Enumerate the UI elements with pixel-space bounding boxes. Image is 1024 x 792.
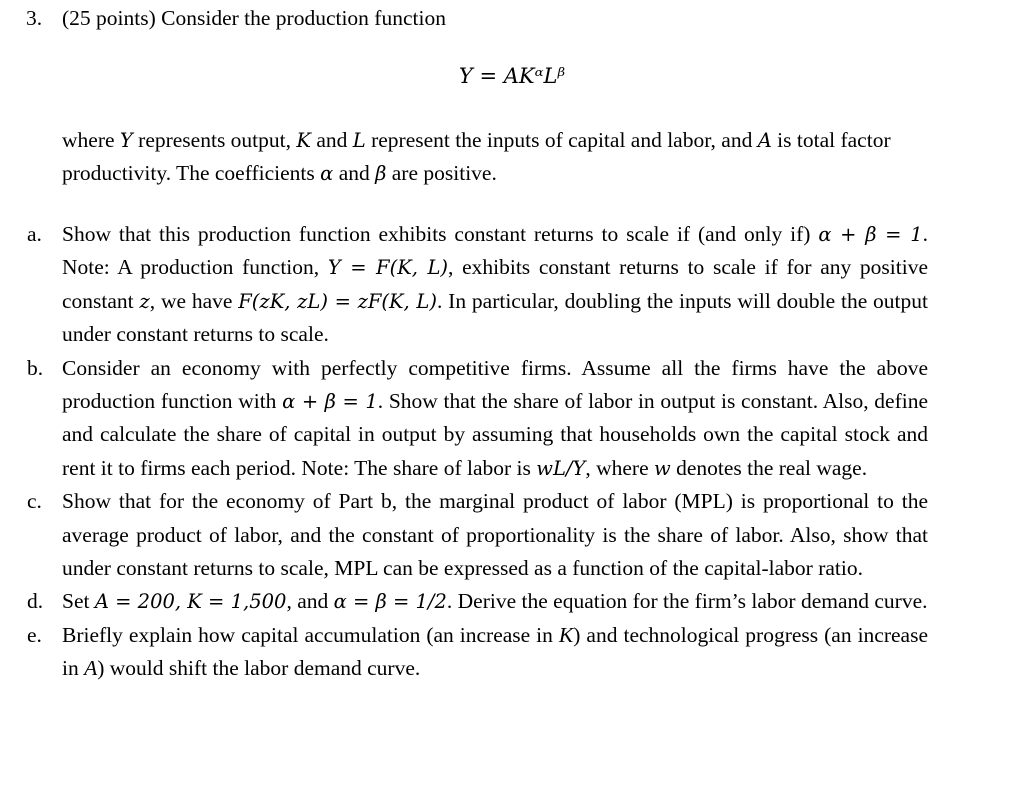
math-expression: w [654, 456, 671, 480]
part-letter: e. [27, 622, 42, 647]
text-run: Briefly explain how capital accumulation (an increase in [62, 622, 559, 647]
part-a [0, 218, 1024, 352]
question-heading [26, 4, 446, 32]
part-text [62, 485, 928, 585]
text-run: and [310, 128, 353, 152]
text-run: represent the inputs of capital and labor, and [365, 128, 758, 152]
text-run: is total factor productivity. The coefficients [62, 128, 891, 186]
text-run: , we have [149, 288, 239, 313]
question-intro [62, 124, 930, 191]
part-e [0, 619, 1024, 686]
part-b [0, 352, 1024, 486]
text-run: Consider an economy with perfectly competitive firms. Assume all the firms have the above production function with [62, 355, 928, 414]
italic-variable: K [558, 622, 574, 647]
text-run: denotes the real wage. [670, 455, 868, 480]
text-run: are positive. [386, 161, 497, 186]
italic-variable: A [84, 656, 98, 681]
math-expression: Y [119, 129, 133, 152]
math-expression: A [757, 129, 772, 152]
math-expression: α + β = 1 [282, 390, 378, 414]
text-run: . Note: A production function, [62, 222, 929, 280]
math-expression: K [296, 129, 311, 152]
text-run: represents output, [132, 128, 297, 152]
part-c [0, 485, 1024, 585]
text-run: ) and technological progress (an increase in [62, 622, 928, 681]
part-letter: c. [27, 489, 42, 514]
math-expression: Y = F(K, L) [327, 256, 449, 280]
math-expression: L [352, 129, 366, 152]
text-run: . Show that the share of labor in output is constant. Also, define and calculate the share of capital in output by assuming that households own the capital stock and rent it to firms each period. Note: The share of labor is [62, 389, 928, 480]
text-run: , exhibits constant returns to scale if for any positive constant [62, 255, 928, 313]
part-letter: b. [27, 355, 44, 380]
text-run: where [62, 128, 120, 152]
math-expression: α + β = 1 [818, 223, 923, 246]
math-expression: wL/Y [536, 456, 586, 480]
text-run: , where [585, 455, 654, 480]
text-run: Show that this production function exhibits constant returns to scale if (and only if) [62, 222, 819, 246]
production-function-formula: Y = AKᵅLᵝ [458, 64, 566, 88]
text-run: Show that for the economy of Part b, the marginal product of labor (MPL) is proportional to the average product of labor, and the constant of proportionality is the share of labor. Also, show that under constant returns to scale, MPL can be expressed as a function of the capital-labor ratio. [62, 489, 928, 581]
text-run: , and [286, 589, 334, 614]
part-letter: d. [27, 589, 44, 614]
text-run: . Derive the equation for the firm’s labor demand curve. [446, 589, 928, 614]
math-expression: z [139, 289, 150, 313]
part-text [62, 218, 928, 352]
part-text [62, 352, 928, 486]
question-heading-text: (25 points) Consider the production function [62, 6, 446, 30]
question-parts [0, 218, 1024, 686]
part-d [0, 585, 1024, 618]
math-expression: β [375, 162, 387, 186]
part-text [62, 585, 928, 618]
question-number: 3. [26, 6, 43, 30]
math-expression: A = 200, K = 1,500 [94, 590, 287, 614]
math-expression: F(zK, zL) = zF(K, L) [238, 289, 437, 313]
part-text [62, 619, 928, 686]
text-run: Set [62, 589, 95, 614]
text-run: . In particular, doubling the inputs will double the output under constant returns to scale. [62, 288, 929, 347]
text-run: ) would shift the labor demand curve. [97, 656, 421, 681]
part-letter: a. [27, 222, 42, 246]
text-run: and [333, 161, 376, 186]
math-expression: α = β = 1/2 [333, 590, 447, 614]
math-expression: α [320, 162, 334, 186]
